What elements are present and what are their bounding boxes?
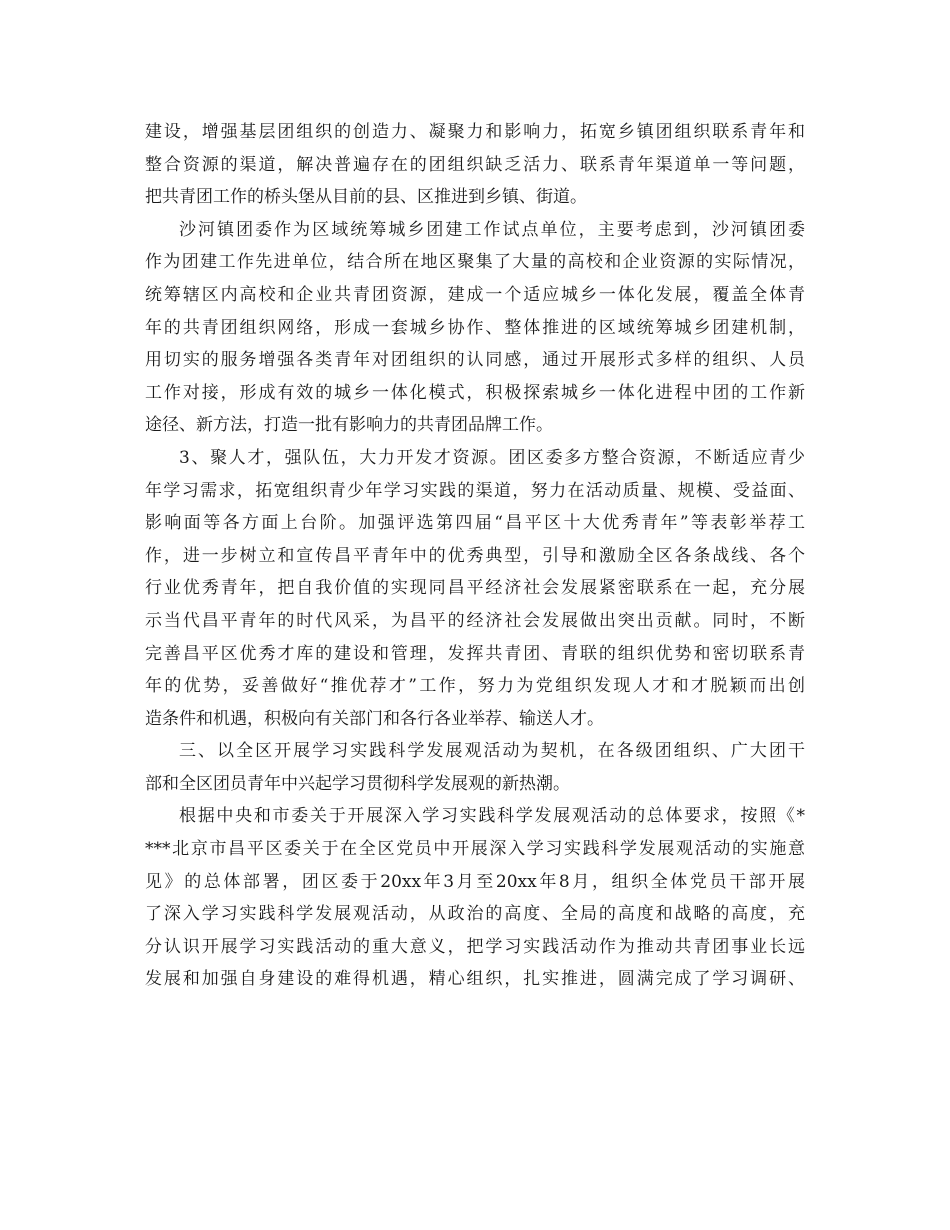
text-line: 了深入学习实践科学发展观活动，从政治的高度、全局的高度和战略的高度，充 (145, 904, 805, 925)
text-line: 示当代昌平青年的时代风采，为昌平的经济社会发展做出突出贡献。同时，不断 (145, 610, 805, 631)
text-line: 统筹辖区内高校和企业共青团资源，建成一个适应城乡一体化发展，覆盖全体青 (145, 284, 805, 305)
text-line: 影响面等各方面上台阶。加强评选第四届“昌平区十大优秀青年”等表彰举荐工 (145, 513, 805, 534)
paragraph-first-line: 沙河镇团委作为区域统筹城乡团建工作试点单位，主要考虑到，沙河镇团委 (179, 219, 805, 240)
text-line: 完善昌平区优秀才库的建设和管理，发挥共青团、青联的组织优势和密切联系青 (145, 643, 805, 664)
text-line: 年的优势，妥善做好“推优荐才”工作，努力为党组织发现人才和才脱颖而出创 (145, 676, 805, 697)
text-line: 作为团建工作先进单位，结合所在地区聚集了大量的高校和企业资源的实际情况， (145, 252, 805, 273)
text-line: 发展和加强自身建设的难得机遇，精心组织，扎实推进，圆满完成了学习调研、 (145, 969, 805, 990)
text-line: 作，进一步树立和宣传昌平青年中的优秀典型，引导和激励全区各条战线、各个 (145, 545, 805, 566)
paragraph-first-line: 3、聚人才，强队伍，大力开发才资源。团区委多方整合资源，不断适应青少 (179, 447, 805, 468)
text-line: 途径、新方法，打造一批有影响力的共青团品牌工作。 (145, 415, 553, 436)
section-heading-line: 部和全区团员青年中兴起学习贯彻科学发展观的新热潮。 (145, 773, 570, 794)
text-line: 工作对接，形成有效的城乡一体化模式，积极探索城乡一体化进程中团的工作新 (145, 382, 805, 403)
text-line: ***北京市昌平区委关于在全区党员中开展深入学习实践科学发展观活动的实施意 (145, 839, 805, 860)
text-line: 整合资源的渠道，解决普遍存在的团组织缺乏活力、联系青年渠道单一等问题， (145, 154, 805, 175)
text-line: 把共青团工作的桥头堡从目前的县、区推进到乡镇、街道。 (145, 187, 587, 208)
text-line: 用切实的服务增强各类青年对团组织的认同感，通过开展形式多样的组织、人员 (145, 350, 805, 371)
text-line: 造条件和机遇，积极向有关部门和各行各业举荐、输送人才。 (145, 708, 604, 729)
text-line: 见》的总体部署，团区委于20xx年3月至20xx年8月，组织全体党员干部开展 (145, 871, 805, 892)
text-line: 年学习需求，拓宽组织青少年学习实践的渠道，努力在活动质量、规模、受益面、 (145, 480, 805, 501)
text-line: 分认识开展学习实践活动的重大意义，把学习实践活动作为推动共青团事业长远 (145, 936, 805, 957)
document-body (145, 116, 805, 996)
text-line: 年的共青团组织网络，形成一套城乡协作、整体推进的区域统筹城乡团建机制， (145, 317, 805, 338)
text-line: 建设，增强基层团组织的创造力、凝聚力和影响力，拓宽乡镇团组织联系青年和 (145, 122, 805, 142)
paragraph-first-line: 根据中央和市委关于开展深入学习实践科学发展观活动的总体要求，按照《* (179, 806, 805, 827)
text-line: 行业优秀青年，把自我价值的实现同昌平经济社会发展紧密联系在一起，充分展 (145, 578, 805, 599)
section-heading-line: 三、以全区开展学习实践科学发展观活动为契机，在各级团组织、广大团干 (179, 741, 805, 762)
